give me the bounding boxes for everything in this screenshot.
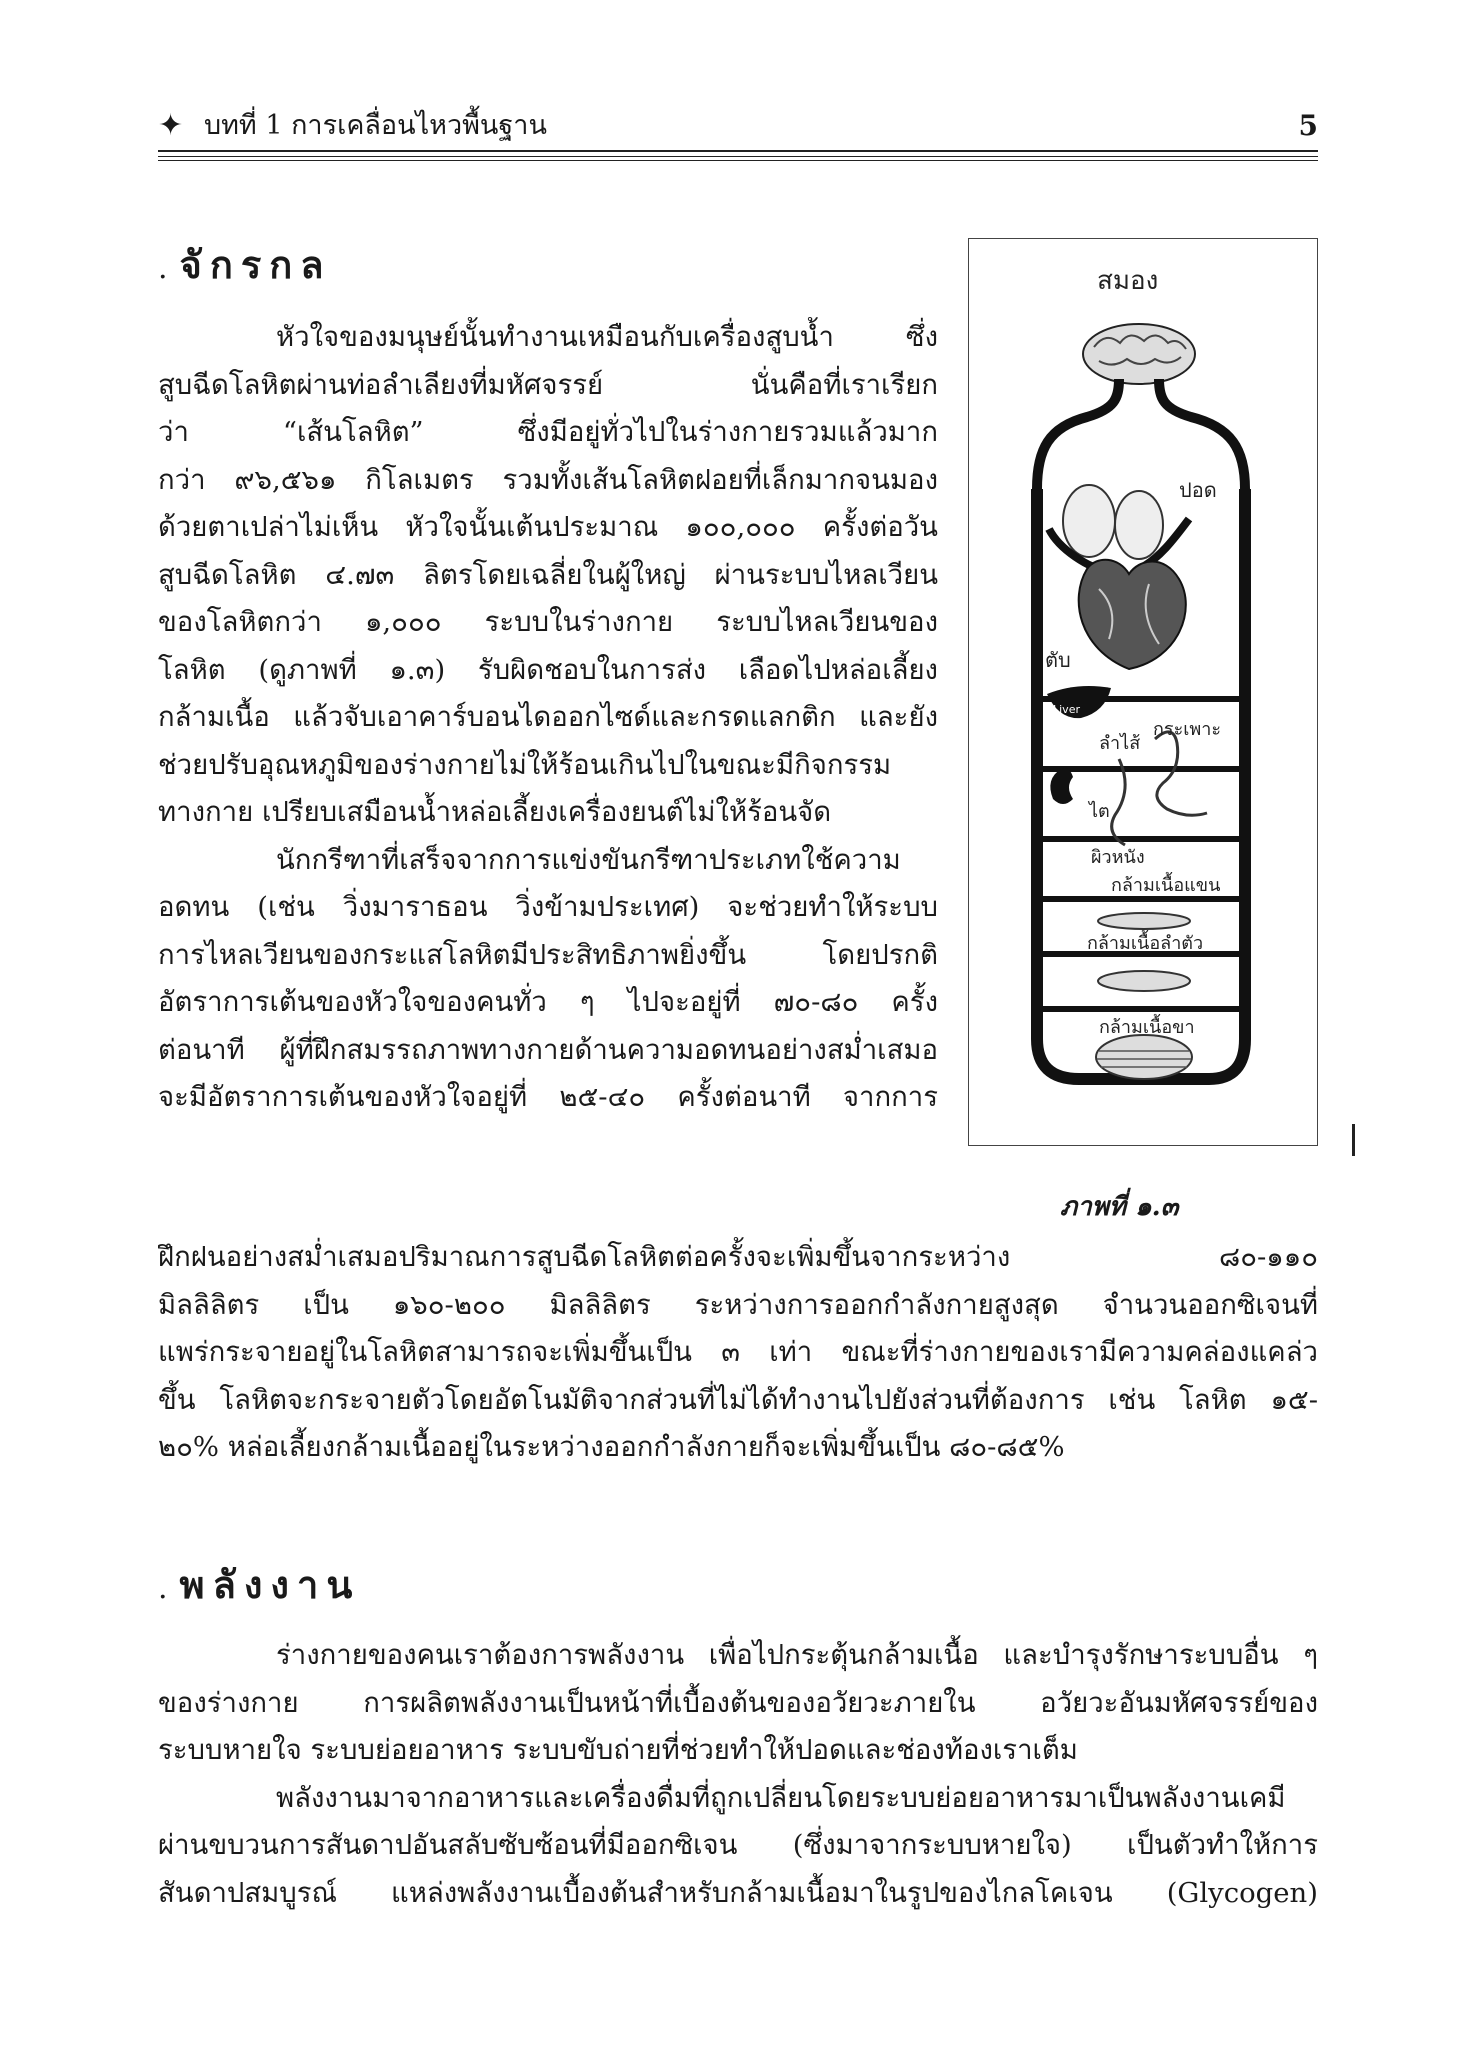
label-stomach: กระเพาะ (1153, 719, 1222, 740)
text-line: ของร่างกาย การผลิตพลังงานเป็นหน้าที่เบื้องต้นของอวัยวะภายใน อวัยวะอันมหัศจรรย์ของ (158, 1686, 1318, 1719)
brain-icon (1083, 324, 1195, 384)
header-rule (158, 160, 1318, 161)
trunk-muscle-icon (1098, 971, 1190, 991)
text-line: มิลลิลิตร เป็น ๑๖๐-๒๐๐ มิลลิลิตร ระหว่างการออกกำลังกายสูงสุด จำนวนออกซิเจนที่ (158, 1288, 1318, 1321)
text-line: การไหลเวียนของกระแสโลหิตมีประสิทธิภาพยิ่งขึ้น โดยปรกติ (158, 938, 938, 971)
bullet-dot: . (158, 1571, 168, 1606)
page-header (158, 106, 1318, 146)
text-line: อดทน (เช่น วิ่งมาราธอน วิ่งข้ามประเทศ) จะช่วยทำให้ระบบ (158, 891, 938, 923)
text-line: ช่วยปรับอุณหภูมิของร่างกายไม่ให้ร้อนเกินไปในขณะมีกิจกรรม (158, 748, 892, 781)
text-line: ขึ้น โลหิตจะกระจายตัวโดยอัตโนมัติจากส่วนที่ไม่ได้ทำงานไปยังส่วนที่ต้องการ เช่น โลหิต ๑๕- (158, 1383, 1318, 1416)
circulatory-system-figure (968, 238, 1318, 1146)
chapter-title: บทที่ 1 การเคลื่อนไหวพื้นฐาน (204, 110, 547, 141)
text-line: นักกรีฑาที่เสร็จจากการแข่งขันกรีฑาประเภทใช้ความ (276, 843, 901, 876)
kidney-icon (1050, 768, 1073, 804)
text-line: จะมีอัตราการเต้นของหัวใจอยู่ที่ ๒๕-๔๐ ครั้งต่อนาที จากการ (158, 1081, 938, 1113)
text-line: ด้วยตาเปล่าไม่เห็น หัวใจนั้นเต้นประมาณ ๑๐๐,๐๐๐ ครั้งต่อวัน (158, 511, 938, 543)
label-leg-muscle: กล้ามเนื้อขา (1099, 1017, 1195, 1038)
circulation-diagram (969, 239, 1319, 1147)
text-line: ร่างกายของคนเราต้องการพลังงาน เพื่อไปกระตุ้นกล้ามเนื้อ และบำรุงรักษาระบบอื่น ๆ (276, 1639, 1318, 1671)
label-trunk-muscle: กล้ามเนื้อลำตัว (1087, 933, 1204, 954)
text-line: แพร่กระจายอยู่ในโลหิตสามารถจะเพิ่มขึ้นเป็น ๓ เท่า ขณะที่ร่างกายของเรามีความคล่องแคล่ว (158, 1336, 1318, 1368)
text-line: ระบบหายใจ ระบบย่อยอาหาร ระบบขับถ่ายที่ช่วยทำให้ปอดและช่องท้องเราเต็ม (158, 1734, 1078, 1766)
header-rule (158, 150, 1318, 152)
section-heading (158, 240, 332, 294)
lungs-icon (1049, 485, 1189, 571)
text-line: โลหิต (ดูภาพที่ ๑.๓) รับผิดชอบในการส่ง เลือดไปหล่อเลี้ยง (158, 653, 938, 686)
text-line: สูบฉีดโลหิต ๔.๗๓ ลิตรโดยเฉลี่ยในผู้ใหญ่ ผ่านระบบไหลเวียน (158, 558, 938, 591)
text-line: พลังงานมาจากอาหารและเครื่องดื่มที่ถูกเปลี่ยนโดยระบบย่อยอาหารมาเป็นพลังงานเคมี (276, 1781, 1286, 1814)
section-title-text: จักรกล (179, 242, 332, 287)
label-brain: สมอง (1097, 266, 1159, 296)
star-bullet-icon: ✦ (158, 108, 184, 143)
text-line: หัวใจของมนุษย์นั้นทำงานเหมือนกับเครื่องสูบน้ำ ซึ่ง (276, 321, 938, 353)
figure-caption: ภาพที่ ๑.๓ (1060, 1192, 1179, 1222)
label-intestine: ลำไส้ (1099, 733, 1141, 754)
label-liver-en: Liver (1053, 703, 1080, 716)
text-line: ผ่านขบวนการสันดาปอันสลับซับซ้อนที่มีออกซิเจน (ซึ่งมาจากระบบหายใจ) เป็นตัวทำให้การ (158, 1829, 1318, 1861)
text-line: สูบฉีดโลหิตผ่านท่อลำเลียงที่มหัศจรรย์ นั่นคือที่เราเรียก (158, 368, 938, 401)
label-liver: ตับ (1045, 648, 1071, 672)
text-line: ๒๐% หล่อเลี้ยงกล้ามเนื้ออยู่ในระหว่างออกกำลังกายก็จะเพิ่มขึ้นเป็น ๘๐-๘๕% (158, 1431, 1065, 1463)
text-line: สันดาปสมบูรณ์ แหล่งพลังงานเบื้องต้นสำหรับกล้ามเนื้อมาในรูปของไกลโคเจน (Glycogen) (158, 1876, 1318, 1909)
page-number: 5 (1298, 109, 1318, 142)
paragraph (158, 1234, 1318, 1472)
label-lungs: ปอด (1179, 478, 1217, 502)
label-skin: ผิวหนัง (1091, 847, 1145, 868)
leg-muscle-icon (1096, 1035, 1192, 1079)
header-rule (158, 156, 1318, 157)
text-line: ว่า “เส้นโลหิต” ซึ่งมีอยู่ทั่วไปในร่างกายรวมแล้วมาก (158, 416, 938, 448)
text-line: ฝึกฝนอย่างสม่ำเสมอปริมาณการสูบฉีดโลหิตต่อครั้งจะเพิ่มขึ้นจากระหว่าง ๘๐-๑๑๐ (158, 1241, 1318, 1273)
margin-mark (1352, 1124, 1355, 1156)
section-title-text: พลังงาน (179, 1562, 361, 1607)
arm-muscle-icon (1098, 913, 1190, 929)
bullet-dot: . (158, 251, 168, 286)
heart-icon (1079, 560, 1186, 669)
paragraph (158, 314, 938, 1122)
text-line: อัตราการเต้นของหัวใจของคนทั่ว ๆ ไปจะอยู่ที่ ๗๐-๘๐ ครั้ง (158, 986, 938, 1018)
paragraph (158, 1632, 1318, 1917)
text-line: ต่อนาที ผู้ที่ฝึกสมรรถภาพทางกายด้านความอดทนอย่างสม่ำเสมอ (158, 1033, 938, 1066)
label-kidney: ไต (1089, 801, 1110, 822)
label-arm-muscle: กล้ามเนื้อแขน (1111, 875, 1221, 896)
text-line: กว่า ๙๖,๕๖๑ กิโลเมตร รวมทั้งเส้นโลหิตฝอยที่เล็กมากจนมอง (158, 463, 938, 496)
section-heading (158, 1560, 360, 1614)
text-line: ของโลหิตกว่า ๑,๐๐๐ ระบบในร่างกาย ระบบไหลเวียนของ (158, 606, 938, 638)
text-line: กล้ามเนื้อ แล้วจับเอาคาร์บอนไดออกไซด์และกรดแลกติก และยัง (158, 701, 938, 733)
text-line: ทางกาย เปรียบเสมือนน้ำหล่อเลี้ยงเครื่องยนต์ไม่ให้ร้อนจัด (158, 796, 832, 828)
